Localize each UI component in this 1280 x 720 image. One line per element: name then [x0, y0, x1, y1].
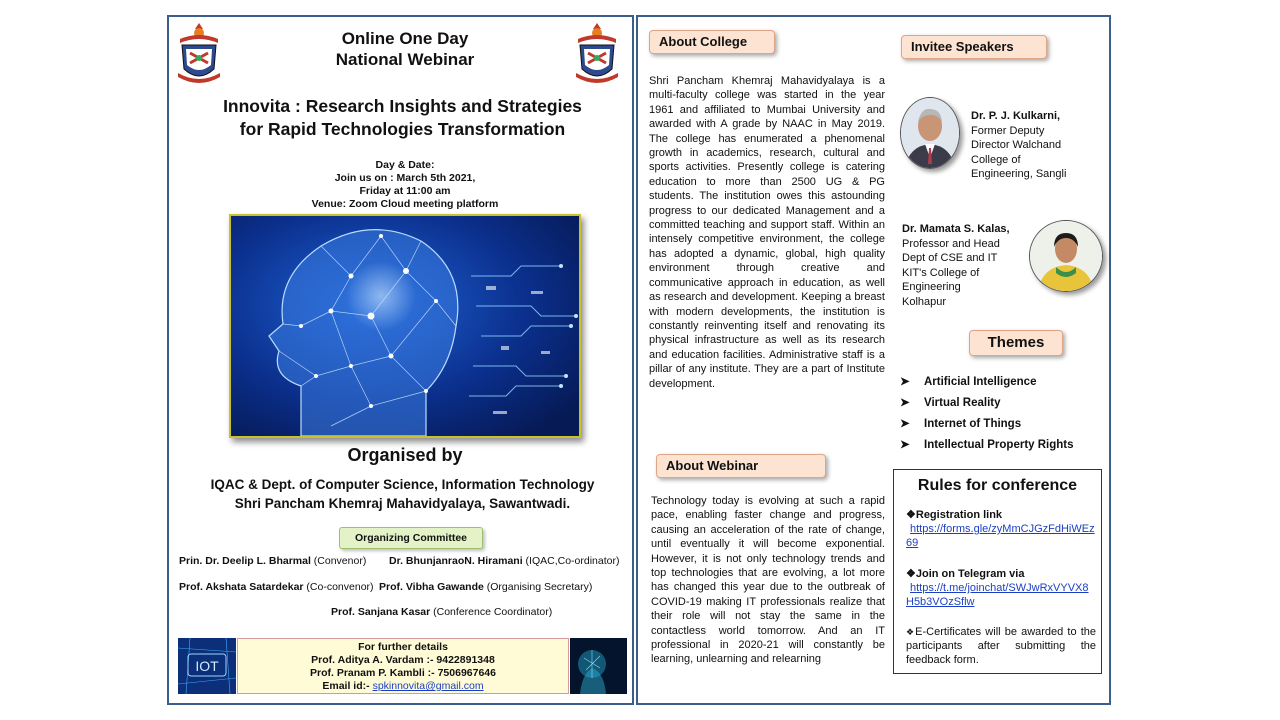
arrow-bullet-icon: ➤	[900, 418, 910, 430]
college-emblem-left-icon	[176, 21, 222, 85]
iot-image	[178, 638, 236, 694]
venue-line: Venue: Zoom Cloud meeting platform	[311, 198, 499, 210]
organised-by-heading: Organised by	[347, 445, 463, 465]
rules-box	[893, 469, 1102, 674]
speaker-photo-kalas	[1029, 220, 1103, 292]
header-line-1: Online One Day	[341, 29, 469, 48]
organiser-dept: IQAC & Dept. of Computer Science, Information Technology	[210, 477, 595, 492]
organisers	[174, 475, 631, 513]
telegram-rule: ❖Join on Telegram via https://t.me/joinchat/SWJwRxVYVX8H5b3VOzSflw	[906, 568, 1089, 608]
committee-member: Prin. Dr. Deelip L. Bharmal (Convenor)	[179, 555, 367, 567]
speaker-detail: Dept of CSE and IT	[902, 252, 998, 264]
contact-heading: For further details	[358, 641, 448, 653]
contact-email-line	[238, 680, 568, 693]
speaker-photo-kulkarni	[900, 97, 960, 169]
speaker-kulkarni	[971, 109, 1066, 182]
speaker-detail: Kolhapur	[902, 295, 947, 308]
contact-person-2: Prof. Pranam P. Kambli :- 7506967646	[310, 667, 496, 679]
arrow-bullet-icon: ➤	[900, 397, 910, 409]
registration-rule: ❖Registration link https://forms.gle/zyMmCJGzFdHiWEz69	[906, 509, 1095, 549]
email-link[interactable]: spkinnovita@gmail.com	[372, 680, 484, 692]
committee-member: Prof. Sanjana Kasar (Conference Coordinator)	[331, 606, 553, 618]
event-details	[229, 159, 581, 211]
committee-member: Prof. Akshata Satardekar (Co-convenor)	[179, 581, 374, 593]
webinar-title	[179, 95, 626, 141]
arrow-bullet-icon: ➤	[900, 376, 910, 388]
diamond-bullet-icon: ❖	[906, 568, 916, 580]
speaker-detail: Engineering, Sangli	[971, 168, 1067, 180]
email-label: Email id:-	[322, 680, 370, 692]
organizing-committee-badge: Organizing Committee	[339, 527, 483, 549]
theme-item: ➤ Intellectual Property Rights	[900, 435, 1074, 456]
themes-tag: Themes	[969, 330, 1063, 356]
speaker-name: Dr. Mamata S. Kalas,	[902, 223, 1010, 235]
about-webinar-tag: About Webinar	[656, 454, 826, 478]
committee-member: Dr. BhunjanraoN. Hiramani (IQAC,Co-ordinator)	[389, 555, 620, 567]
join-date-line: Join us on : March 5th 2021,	[334, 172, 476, 184]
flyer-right-panel	[636, 15, 1111, 705]
about-college-text: Shri Pancham Khemraj Mahavidyalaya is a multi-faculty college was started in the year 1961 and affiliated to Mumbai University and awarded with A grade by NAAC in May 2019. The college has enumerated a phenomenal growth in academics, research, cultural and sports activities. Presently college is catering education to more than 2500 UG & PG students. The institution owes this astounding progress to our dedicated Management and a committed teaching and support staff. Within an intensely competitive environment, the college has adopted a dynamic, global, high quality environment through creative and communicative approach in education, as well as research and development. Keeping a breast with modern developments, the institution is constantly reinventing itself and renovating its physical infrastructure as well as its research and education facilities. Administrative staff is a pillar of any institute. They are a part of Institute development.	[649, 75, 885, 390]
invitee-speakers-tag: Invitee Speakers	[901, 35, 1047, 59]
theme-item: ➤ Artificial Intelligence	[900, 372, 1074, 393]
speaker-detail: Engineering	[902, 281, 961, 293]
themes-list	[900, 372, 1074, 456]
diamond-bullet-icon: ❖	[906, 509, 916, 521]
about-college-tag: About College	[649, 30, 775, 54]
organiser-college: Shri Pancham Khemraj Mahavidyalaya, Sawantwadi.	[234, 496, 571, 511]
telegram-link[interactable]: https://t.me/joinchat/SWJwRxVYVX8H5b3VOzSflw	[906, 582, 1089, 608]
theme-item: ➤ Virtual Reality	[900, 393, 1074, 414]
registration-link[interactable]: https://forms.gle/zyMmCJGzFdHiWEz69	[906, 523, 1095, 549]
speaker-detail: Former Deputy	[971, 124, 1045, 137]
arrow-bullet-icon: ➤	[900, 439, 910, 451]
header-line-2: National Webinar	[335, 50, 475, 69]
flyer-left-panel	[167, 15, 634, 705]
committee-member: Prof. Vibha Gawande (Organising Secretary)	[379, 581, 593, 593]
rules-title: Rules for conference	[917, 477, 1078, 494]
speaker-detail: KIT's College of	[902, 266, 980, 279]
speaker-kalas	[902, 222, 1010, 309]
time-line: Friday at 11:00 am	[359, 185, 451, 197]
iot-label: IOT	[195, 658, 219, 674]
speaker-detail: College of	[971, 153, 1021, 166]
contact-person-1: Prof. Aditya A. Vardam :- 9422891348	[311, 654, 495, 666]
robot-image	[570, 638, 627, 694]
speaker-detail: Director Walchand	[971, 139, 1062, 151]
theme-item: ➤ Internet of Things	[900, 414, 1074, 435]
speaker-detail: Professor and Head	[902, 237, 1000, 250]
certificate-rule: ❖E-Certificates will be awarded to the participants after submitting the feedback form.	[906, 626, 1097, 666]
contact-box	[237, 638, 569, 694]
day-date-label: Day & Date:	[375, 159, 435, 171]
diamond-bullet-icon: ❖	[906, 627, 916, 637]
webinar-header	[229, 28, 581, 70]
speaker-name: Dr. P. J. Kulkarni,	[971, 110, 1061, 122]
ai-head-hero-image	[229, 214, 581, 438]
about-webinar-text: Technology today is evolving at such a rapid pace, enabling faster change and progress, causing an acceleration of the rate of change, until eventually it will become exponential. However, it is not only technology trends and top technologies that are evolving, a lot more has changed this year due to the outbreak of COVID-19 making IT professionals realize that their role will not stay the same in the contactless world tomorrow. And an IT professional in 2020-21 will constantly be learning, unlearning and relearning	[651, 495, 885, 666]
title-line-1: Innovita : Research Insights and Strategies	[223, 96, 582, 116]
title-line-2: for Rapid Technologies Transformation	[239, 119, 566, 139]
